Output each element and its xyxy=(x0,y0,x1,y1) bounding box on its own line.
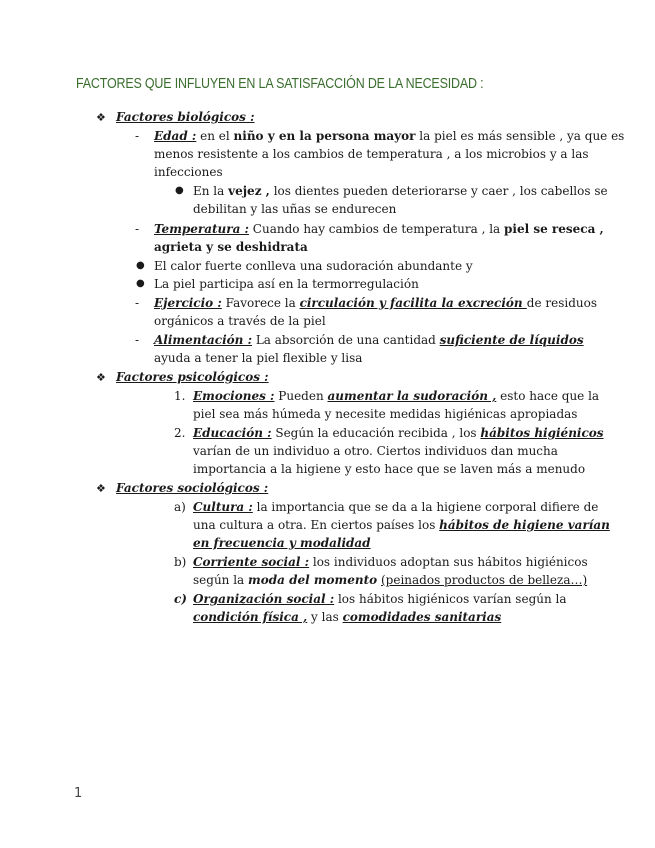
ejercicio-line-1: Ejercicio : Favorece la circulación y facilita la excreción de residuos xyxy=(154,296,598,310)
emociones-line-2: piel sea más húmeda y necesite medidas higiénicas apropiadas xyxy=(193,407,578,421)
page-title: FACTORES QUE INFLUYEN EN LA SATISFACCIÓN DE LA NECESIDAD : xyxy=(76,76,484,92)
organizacion-social-line-1: Organización social : los hábitos higiénicos varían según la xyxy=(193,592,567,606)
educacion-line-3: importancia a la higiene y esto hace que se laven más a menudo xyxy=(193,462,586,476)
organizacion-social-line-2: condición física , y las comodidades sanitarias xyxy=(193,610,502,624)
edad-line-3: infecciones xyxy=(154,165,223,179)
dash-bullet-icon: - xyxy=(135,333,140,347)
educacion-line-1: Educación : Según la educación recibida , los hábitos higiénicos xyxy=(193,426,604,440)
calor-line: El calor fuerte conlleva una sudoración abundante y xyxy=(154,259,473,273)
diamond-bullet-icon: ❖ xyxy=(96,111,106,124)
dash-bullet-icon: - xyxy=(135,129,140,143)
vejez-line-2: debilitan y las uñas se endurecen xyxy=(193,202,397,216)
dash-bullet-icon: - xyxy=(135,222,140,236)
round-bullet-icon: ● xyxy=(136,260,145,271)
cultura-line-3: en frecuencia y modalidad xyxy=(193,536,371,550)
diamond-bullet-icon: ❖ xyxy=(96,371,106,384)
list-letter: b) xyxy=(174,555,187,569)
alimentacion-line-1: Alimentación : La absorción de una cantidad suficiente de líquidos xyxy=(154,333,584,347)
list-number: 2. xyxy=(174,426,186,440)
diamond-bullet-icon: ❖ xyxy=(96,482,106,495)
cultura-line-1: Cultura : la importancia que se da a la higiene corporal difiere de xyxy=(193,500,599,514)
edad-line-2: menos resistente a los cambios de temperatura , a los microbios y a las xyxy=(154,147,589,161)
emociones-line-1: Emociones : Pueden aumentar la sudoración , esto hace que la xyxy=(193,389,600,403)
list-number: 1. xyxy=(174,389,186,403)
section-heading-sociologicos: Factores sociológicos : xyxy=(116,481,269,495)
alimentacion-line-2: ayuda a tener la piel flexible y lisa xyxy=(154,351,363,365)
round-bullet-icon: ● xyxy=(136,278,145,289)
page-number: 1 xyxy=(74,786,83,801)
vejez-line-1: En la vejez , los dientes pueden deteriorarse y caer , los cabellos se xyxy=(193,184,608,198)
section-heading-psicologicos: Factores psicológicos : xyxy=(116,370,269,384)
section-heading-biologicos: Factores biológicos : xyxy=(116,110,255,124)
ejercicio-line-2: orgánicos a través de la piel xyxy=(154,314,326,328)
cultura-line-2: una cultura a otra. En ciertos países los hábitos de higiene varían xyxy=(193,518,610,532)
temperatura-line-2: agrieta y se deshidrata xyxy=(154,240,308,254)
list-letter: a) xyxy=(174,500,186,514)
educacion-line-2: varían de un individuo a otro. Ciertos individuos dan mucha xyxy=(193,444,558,458)
corriente-social-line-1: Corriente social : los individuos adoptan sus hábitos higiénicos xyxy=(193,555,588,569)
termorregulacion-line: La piel participa así en la termorregulación xyxy=(154,277,419,291)
round-bullet-icon: ● xyxy=(175,185,184,196)
dash-bullet-icon: - xyxy=(135,296,140,310)
corriente-social-line-2: según la moda del momento (peinados productos de belleza…) xyxy=(193,573,588,587)
edad-line-1: Edad : en el niño y en la persona mayor la piel es más sensible , ya que es xyxy=(154,129,625,143)
list-letter: c) xyxy=(174,592,187,606)
temperatura-line-1: Temperatura : Cuando hay cambios de temperatura , la piel se reseca , xyxy=(154,222,604,236)
